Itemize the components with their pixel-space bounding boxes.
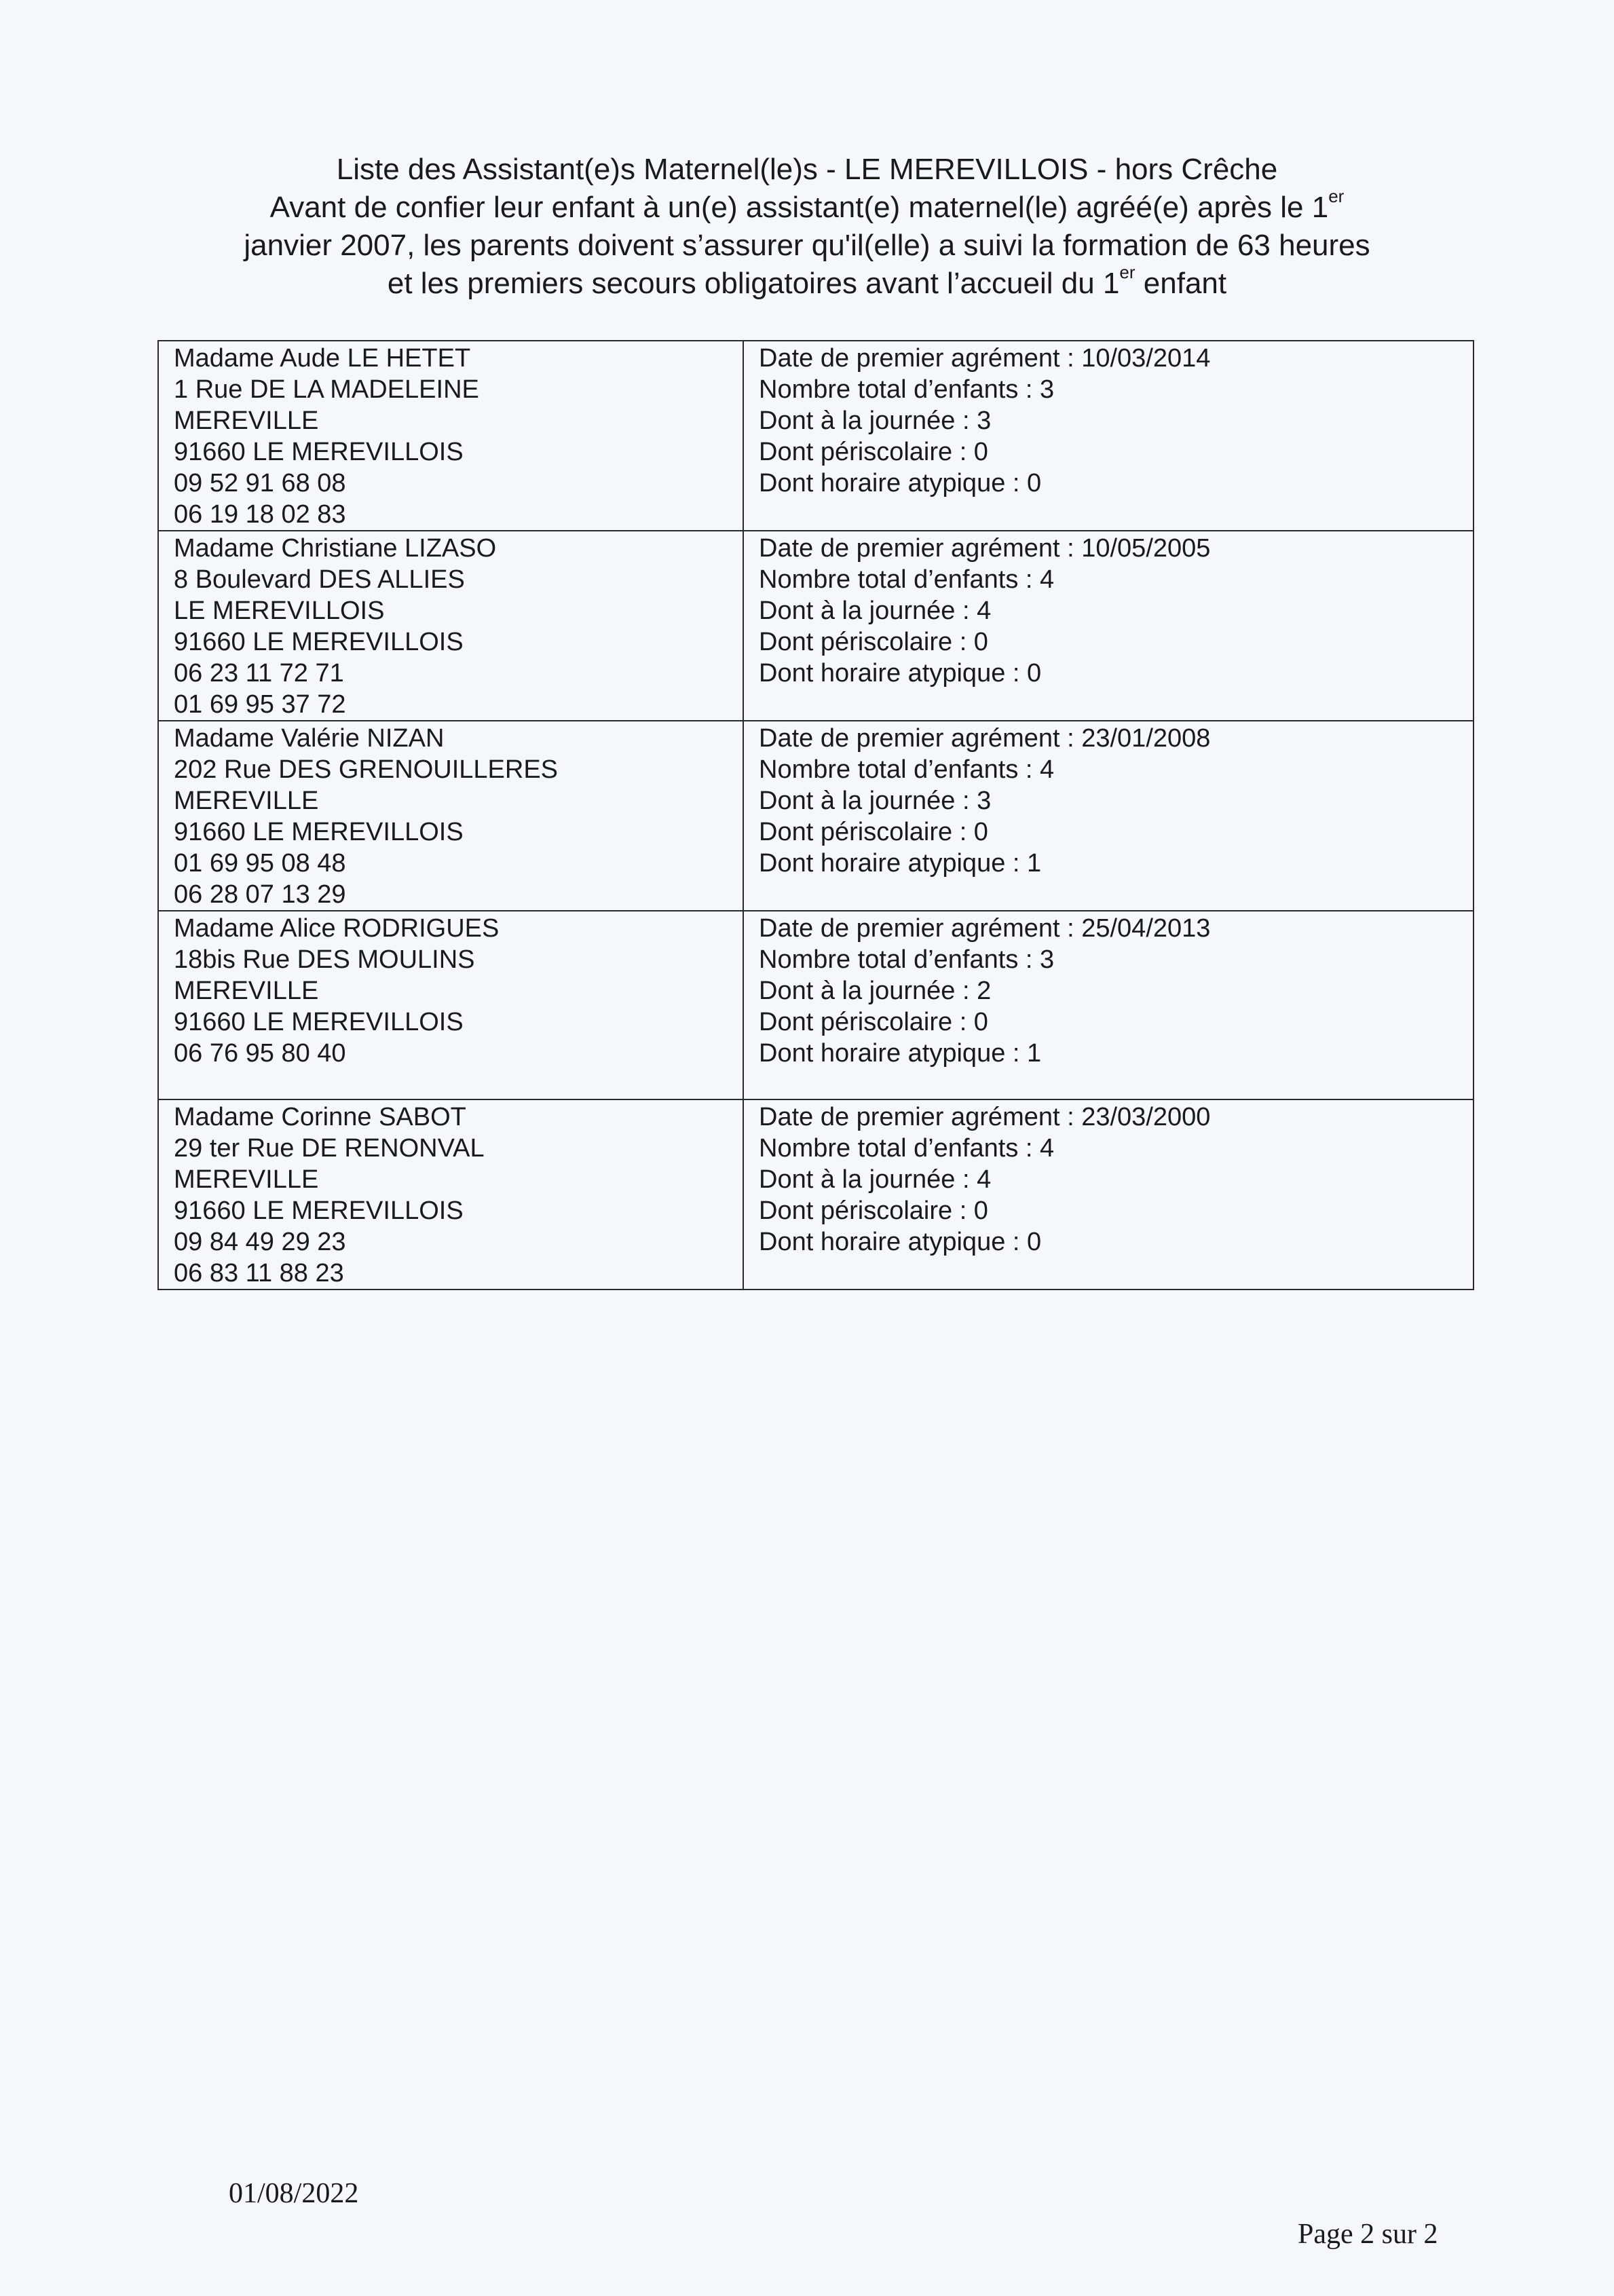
- agrement-date: Date de premier agrément : 25/04/2013: [759, 914, 1211, 943]
- assistant-agrement-cell: [743, 531, 1474, 721]
- assistant-contact-cell: [158, 531, 743, 721]
- assistant-phone: 09 52 91 68 08: [174, 469, 346, 497]
- header-line-3: janvier 2007, les parents doivent s’assurer qu'il(elle) a suivi la formation de 63 heures: [244, 229, 1370, 262]
- assistant-phone-2: 01 69 95 37 72: [174, 690, 346, 719]
- total-children: Nombre total d’enfants : 4: [759, 565, 1055, 594]
- assistant-agrement-cell: [743, 341, 1474, 531]
- assistant-agrement-cell: [743, 1099, 1474, 1290]
- assistant-name: Madame Alice RODRIGUES: [174, 914, 500, 943]
- total-children: Nombre total d’enfants : 3: [759, 375, 1055, 404]
- atypique-children: Dont horaire atypique : 0: [759, 1228, 1042, 1256]
- agrement-date: Date de premier agrément : 23/03/2000: [759, 1103, 1211, 1131]
- assistant-locality: MEREVILLE: [174, 977, 319, 1005]
- page-number: Page 2 sur 2: [1298, 2219, 1438, 2250]
- table-row: [158, 341, 1474, 531]
- assistant-name: Madame Corinne SABOT: [174, 1103, 466, 1131]
- total-children: Nombre total d’enfants : 3: [759, 945, 1055, 974]
- assistant-address: 18bis Rue DES MOULINS: [174, 945, 475, 974]
- assistant-contact-cell: [158, 911, 743, 1099]
- atypique-children: Dont horaire atypique : 1: [759, 849, 1042, 878]
- assistant-phone: 06 76 95 80 40: [174, 1039, 346, 1068]
- atypique-children: Dont horaire atypique : 0: [759, 659, 1042, 688]
- assistant-city: 91660 LE MEREVILLOIS: [174, 818, 464, 846]
- agrement-date: Date de premier agrément : 10/05/2005: [759, 534, 1211, 563]
- header-line-2-sup: er: [1328, 186, 1345, 207]
- day-children: Dont à la journée : 4: [759, 597, 992, 625]
- header-line-4: [0, 262, 1614, 303]
- atypique-children: Dont horaire atypique : 1: [759, 1039, 1042, 1068]
- assistant-phone-2: 06 83 11 88 23: [174, 1259, 344, 1287]
- agrement-date: Date de premier agrément : 23/01/2008: [759, 724, 1211, 753]
- table-row: [158, 911, 1474, 1099]
- periscolaire-children: Dont périscolaire : 0: [759, 1008, 988, 1036]
- table-row: [158, 721, 1474, 911]
- day-children: Dont à la journée : 3: [759, 787, 992, 815]
- header-line-4-end: enfant: [1135, 267, 1227, 300]
- header-line-4-sup: er: [1119, 262, 1136, 283]
- assistant-phone: 01 69 95 08 48: [174, 849, 346, 878]
- assistant-name: Madame Valérie NIZAN: [174, 724, 445, 753]
- periscolaire-children: Dont périscolaire : 0: [759, 818, 988, 846]
- assistant-phone: 09 84 49 29 23: [174, 1228, 346, 1256]
- day-children: Dont à la journée : 2: [759, 977, 992, 1005]
- assistant-address: 1 Rue DE LA MADELEINE: [174, 375, 479, 404]
- total-children: Nombre total d’enfants : 4: [759, 1134, 1055, 1163]
- assistant-name: Madame Aude LE HETET: [174, 344, 471, 373]
- assistant-phone-2: 06 19 18 02 83: [174, 500, 346, 529]
- assistant-address: 8 Boulevard DES ALLIES: [174, 565, 465, 594]
- table-row: [158, 531, 1474, 721]
- assistant-address: 202 Rue DES GRENOUILLERES: [174, 755, 559, 784]
- assistant-address: 29 ter Rue DE RENONVAL: [174, 1134, 485, 1163]
- assistant-contact-cell: [158, 341, 743, 531]
- document-header: [0, 151, 1614, 303]
- footer-date: 01/08/2022: [229, 2178, 359, 2209]
- agrement-date: Date de premier agrément : 10/03/2014: [759, 344, 1211, 373]
- assistant-phone-2: 06 28 07 13 29: [174, 880, 346, 909]
- day-children: Dont à la journée : 4: [759, 1165, 992, 1194]
- assistant-city: 91660 LE MEREVILLOIS: [174, 628, 464, 656]
- header-line-2-text: Avant de confier leur enfant à un(e) assistant(e) maternel(le) agréé(e) après le 1: [269, 191, 1329, 224]
- periscolaire-children: Dont périscolaire : 0: [759, 438, 988, 466]
- assistant-locality: MEREVILLE: [174, 787, 319, 815]
- total-children: Nombre total d’enfants : 4: [759, 755, 1055, 784]
- assistant-city: 91660 LE MEREVILLOIS: [174, 1197, 464, 1225]
- header-title: Liste des Assistant(e)s Maternel(le)s - LE MEREVILLOIS - hors Crêche: [336, 153, 1278, 186]
- periscolaire-children: Dont périscolaire : 0: [759, 1197, 988, 1225]
- assistant-contact-cell: [158, 1099, 743, 1290]
- header-line-2: [0, 186, 1614, 227]
- assistant-name: Madame Christiane LIZASO: [174, 534, 497, 563]
- assistant-city: 91660 LE MEREVILLOIS: [174, 438, 464, 466]
- assistant-locality: LE MEREVILLOIS: [174, 597, 385, 625]
- assistants-table: [157, 340, 1474, 1290]
- assistant-locality: MEREVILLE: [174, 407, 319, 435]
- assistant-agrement-cell: [743, 721, 1474, 911]
- assistant-phone: 06 23 11 72 71: [174, 659, 344, 688]
- header-line-4-text: et les premiers secours obligatoires avant l’accueil du 1: [387, 267, 1120, 300]
- assistant-city: 91660 LE MEREVILLOIS: [174, 1008, 464, 1036]
- day-children: Dont à la journée : 3: [759, 407, 992, 435]
- table-row: [158, 1099, 1474, 1290]
- periscolaire-children: Dont périscolaire : 0: [759, 628, 988, 656]
- assistant-locality: MEREVILLE: [174, 1165, 319, 1194]
- assistant-contact-cell: [158, 721, 743, 911]
- atypique-children: Dont horaire atypique : 0: [759, 469, 1042, 497]
- assistant-agrement-cell: [743, 911, 1474, 1099]
